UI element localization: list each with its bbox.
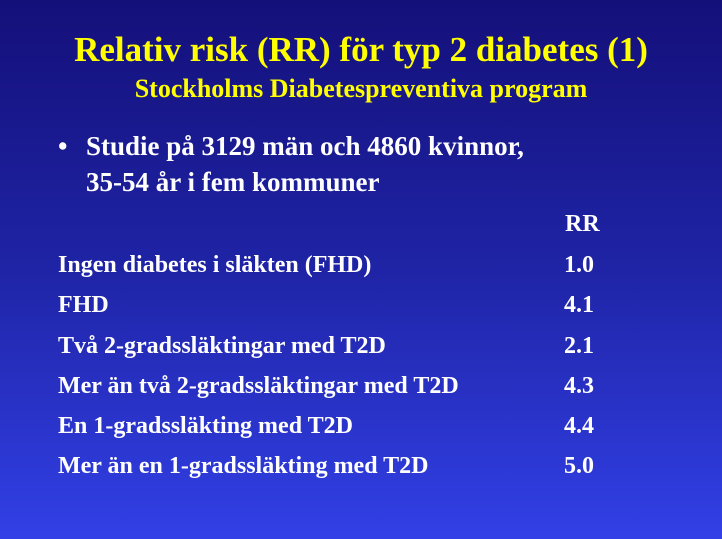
bullet-text-line-1: Studie på 3129 män och 4860 kvinnor,: [86, 131, 524, 161]
row-value: 2.1: [564, 333, 594, 359]
bullet-icon: •: [58, 131, 68, 161]
row-label: En 1-gradssläkting med T2D: [58, 413, 353, 439]
row-value: 4.3: [564, 373, 594, 399]
row-label: Mer än en 1-gradssläkting med T2D: [58, 453, 429, 479]
slide-title: Relativ risk (RR) för typ 2 diabetes (1): [74, 30, 648, 69]
row-label: Mer än två 2-gradssläktingar med T2D: [58, 373, 459, 399]
row-label: Två 2-gradssläktingar med T2D: [58, 333, 386, 359]
rr-column-header: RR: [565, 211, 600, 237]
row-value: 1.0: [564, 252, 594, 278]
row-label: Ingen diabetes i släkten (FHD): [58, 252, 372, 278]
slide-subtitle: Stockholms Diabetespreventiva program: [134, 74, 588, 103]
bullet-text: [86, 128, 686, 200]
row-label: FHD: [58, 292, 109, 318]
row-value: 4.4: [564, 413, 594, 439]
row-value: 5.0: [564, 453, 594, 479]
bullet-text-line-2: 35-54 år i fem kommuner: [86, 167, 380, 197]
row-value: 4.1: [564, 292, 594, 318]
